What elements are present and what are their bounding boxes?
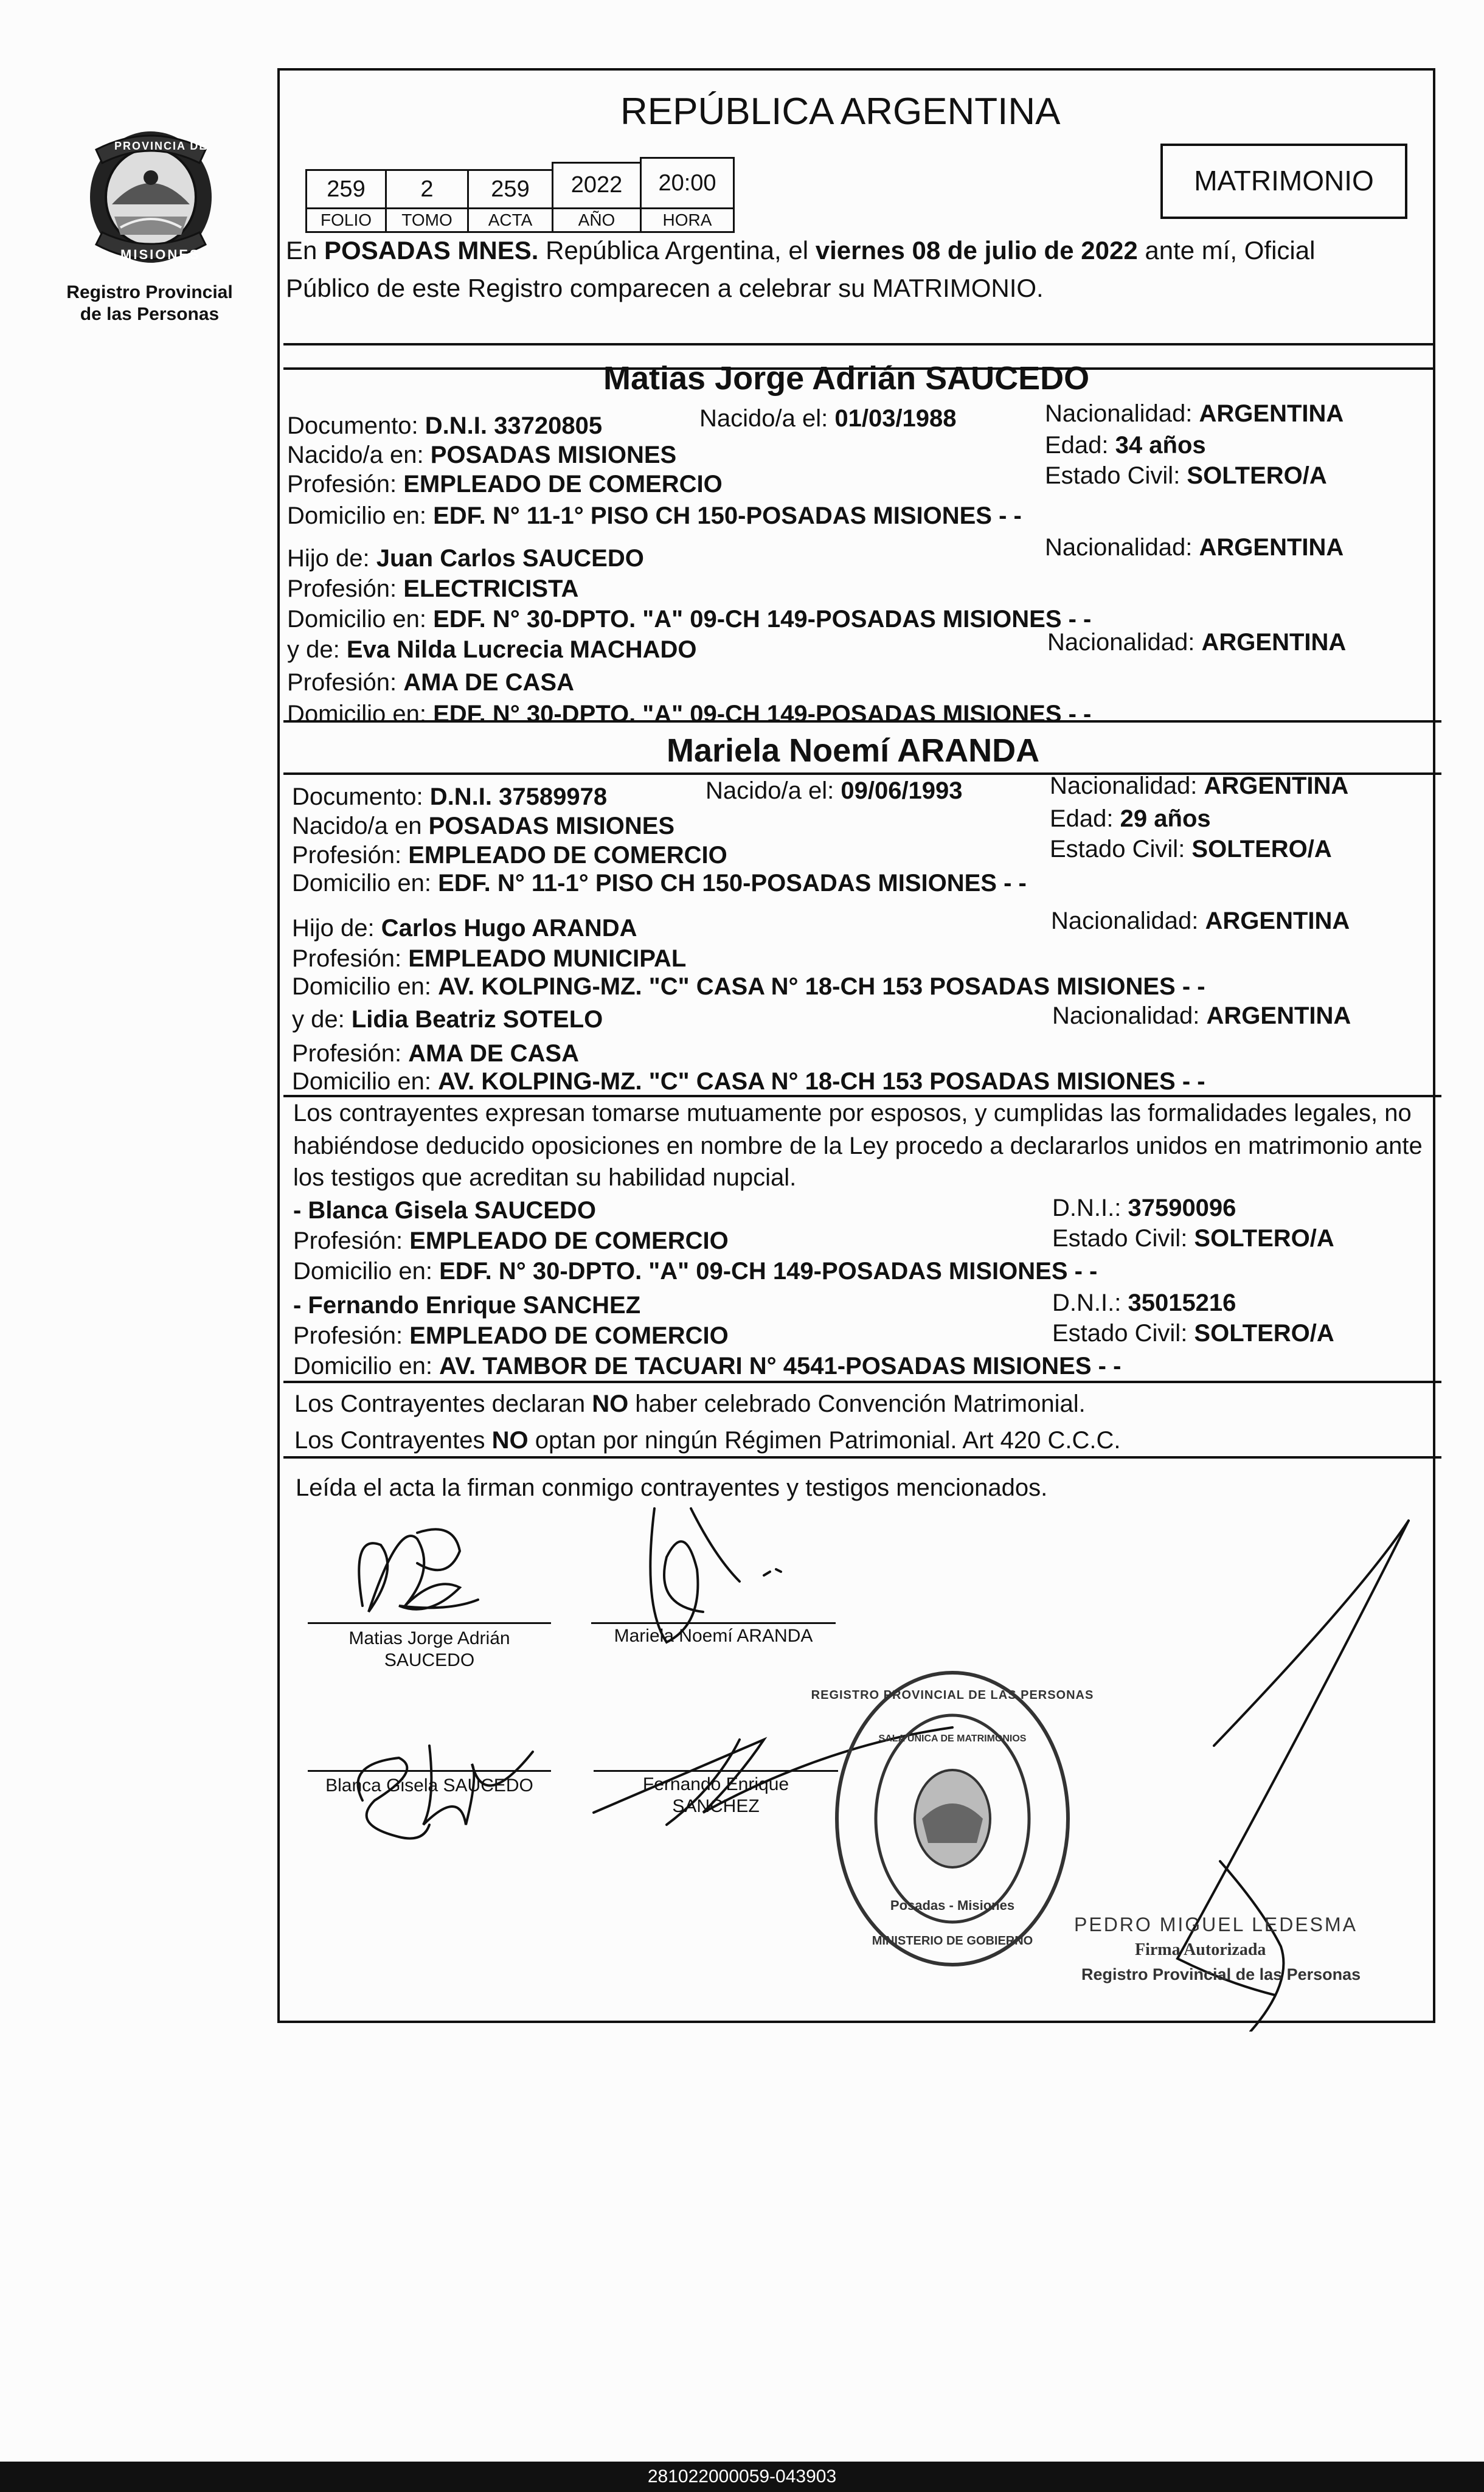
bride-father bbox=[292, 914, 637, 943]
folio-label: FOLIO bbox=[305, 207, 387, 233]
value: SOLTERO/A bbox=[1191, 836, 1332, 862]
value: SOLTERO/A bbox=[1187, 462, 1327, 489]
label: Estado Civil: bbox=[1045, 462, 1187, 489]
seal-bottom-text: MINISTERIO DE GOBIERNO bbox=[872, 1934, 1033, 1948]
value: EDF. N° 30-DPTO. "A" 09-CH 149-POSADAS MISIONES - - bbox=[433, 606, 1092, 633]
groom-born bbox=[699, 404, 957, 433]
value: ARGENTINA bbox=[1199, 534, 1344, 561]
label: Domicilio en: bbox=[293, 1353, 440, 1380]
label: Estado Civil: bbox=[1052, 1320, 1194, 1347]
logo-text-top: PROVINCIA DE bbox=[114, 140, 208, 152]
bride-signature-line bbox=[591, 1622, 836, 1624]
bride-father-profession bbox=[292, 944, 686, 973]
anio-value: 2022 bbox=[552, 162, 642, 209]
hora-label: HORA bbox=[640, 207, 735, 233]
witness-1-name: - Blanca Gisela SAUCEDO bbox=[293, 1197, 596, 1224]
registry-caption-2: de las Personas bbox=[80, 304, 220, 324]
value: EDF. N° 11-1° PISO CH 150-POSADAS MISIONES - - bbox=[433, 502, 1022, 529]
bride-profession bbox=[292, 841, 727, 870]
bride-signature-name: Mariela Noemí ARANDA bbox=[614, 1626, 813, 1646]
value: EMPLEADO DE COMERCIO bbox=[403, 471, 723, 498]
value: Juan Carlos SAUCEDO bbox=[376, 545, 644, 572]
witness-1-profession bbox=[293, 1226, 729, 1255]
groom-doc bbox=[287, 411, 602, 440]
groom-father-address bbox=[287, 605, 1091, 634]
value: POSADAS MISIONES bbox=[428, 813, 675, 839]
bride-address bbox=[292, 869, 1027, 898]
groom-name: Matias Jorge Adrián SAUCEDO bbox=[603, 360, 1090, 397]
document-id-footer: 281022000059-043903 bbox=[0, 2462, 1484, 2492]
witness-2-signature-name-1: Fernando Enrique bbox=[642, 1774, 789, 1794]
value: 29 años bbox=[1120, 805, 1211, 832]
label: Edad: bbox=[1045, 432, 1115, 459]
witness-2-dni bbox=[1052, 1288, 1236, 1317]
label: Domicilio en: bbox=[292, 973, 439, 1000]
groom-nationality bbox=[1045, 399, 1344, 428]
label: Profesión: bbox=[292, 1040, 409, 1067]
bride-mother bbox=[292, 1005, 603, 1034]
groom-birthdate: 01/03/1988 bbox=[834, 405, 957, 432]
bride-mother-nationality bbox=[1052, 1001, 1351, 1030]
label: Nacionalidad: bbox=[1050, 772, 1204, 799]
value: Carlos Hugo ARANDA bbox=[381, 915, 637, 942]
bride-age bbox=[1050, 804, 1211, 833]
groom-signature-line bbox=[308, 1622, 551, 1624]
tomo-label: TOMO bbox=[385, 207, 469, 233]
declaration-line-1: Los contrayentes expresan tomarse mutuamente por esposos, y cumplidas las formalidades legales, no bbox=[293, 1100, 1412, 1126]
logo-text-bottom: MISIONES bbox=[120, 247, 201, 262]
value: EMPLEADO MUNICIPAL bbox=[408, 945, 687, 972]
doc-type-label: MATRIMONIO bbox=[1194, 165, 1374, 196]
divider bbox=[283, 720, 1441, 723]
intro-date: viernes 08 de julio de 2022 bbox=[815, 236, 1138, 265]
label: Domicilio en: bbox=[292, 870, 439, 897]
text: haber celebrado Convención Matrimonial. bbox=[628, 1390, 1086, 1417]
witness-2-name: - Fernando Enrique SANCHEZ bbox=[293, 1292, 641, 1319]
groom-signature-name-2: SAUCEDO bbox=[384, 1650, 475, 1670]
witness-2-profession bbox=[293, 1321, 729, 1350]
value: 37590096 bbox=[1128, 1195, 1236, 1221]
label: Nacionalidad: bbox=[1051, 908, 1205, 934]
label: Domicilio en: bbox=[292, 1068, 439, 1095]
label: Nacido/a en: bbox=[287, 442, 431, 468]
label: Profesión: bbox=[293, 1227, 410, 1254]
value: AV. TAMBOR DE TACUARI N° 4541-POSADAS MISIONES - - bbox=[439, 1353, 1122, 1380]
bride-birthplace bbox=[292, 811, 674, 841]
groom-father-profession bbox=[287, 574, 578, 603]
intro-text-e: ante mí, Oficial bbox=[1137, 236, 1316, 265]
divider bbox=[283, 1095, 1441, 1097]
conventions-line-2 bbox=[294, 1426, 1121, 1455]
value: ARGENTINA bbox=[1204, 772, 1349, 799]
value: AMA DE CASA bbox=[403, 669, 574, 696]
bride-dni: D.N.I. 37589978 bbox=[429, 783, 608, 810]
label: D.N.I.: bbox=[1052, 1195, 1128, 1221]
divider bbox=[283, 343, 1435, 345]
label: Estado Civil: bbox=[1050, 836, 1192, 862]
label: Nacionalidad: bbox=[1045, 534, 1199, 561]
intro-line-2: Público de este Registro comparecen a celebrar su MATRIMONIO. bbox=[286, 274, 1044, 302]
emphasis: NO bbox=[491, 1427, 529, 1454]
value: SOLTERO/A bbox=[1194, 1225, 1334, 1252]
groom-mother-address bbox=[287, 699, 1091, 729]
declaration-line-3: los testigos que acreditan su habilidad nupcial. bbox=[293, 1164, 797, 1191]
witness-2-signature-line bbox=[594, 1770, 838, 1772]
declaration-line-2: habiéndose deducido oposiciones en nombre de la Ley procedo a declararlos unidos en matrimonio ante bbox=[293, 1133, 1423, 1159]
registry-seal bbox=[811, 1667, 1094, 1971]
intro-city: POSADAS MNES. bbox=[324, 236, 539, 265]
value: 35015216 bbox=[1128, 1289, 1236, 1316]
value: ARGENTINA bbox=[1201, 629, 1347, 656]
intro-text-c: República Argentina, el bbox=[538, 236, 816, 265]
groom-mother-nationality bbox=[1047, 628, 1346, 657]
witness-2-signature-name-2: SANCHEZ bbox=[672, 1796, 760, 1816]
label: Nacionalidad: bbox=[1047, 629, 1202, 656]
witness-1-address bbox=[293, 1257, 1097, 1286]
value: ARGENTINA bbox=[1205, 908, 1350, 934]
witness-1-signature-name: Blanca Gisela SAUCEDO bbox=[325, 1775, 533, 1796]
label: Nacionalidad: bbox=[1045, 400, 1199, 427]
value: Lidia Beatriz SOTELO bbox=[351, 1006, 603, 1033]
bride-father-nationality bbox=[1051, 906, 1350, 935]
seal-inner-text: SALA ÚNICA DE MATRIMONIOS bbox=[878, 1734, 1027, 1744]
label: Profesión: bbox=[287, 471, 404, 498]
witness-1-dni bbox=[1052, 1193, 1236, 1223]
witness-1-signature-line bbox=[308, 1770, 551, 1772]
bride-nationality bbox=[1050, 771, 1348, 800]
groom-father-nationality bbox=[1045, 533, 1344, 562]
groom-civil-status bbox=[1045, 461, 1327, 490]
value: ARGENTINA bbox=[1206, 1002, 1351, 1029]
label: Domicilio en: bbox=[287, 502, 434, 529]
doc-type-box bbox=[1160, 144, 1407, 219]
label: D.N.I.: bbox=[1052, 1289, 1128, 1316]
label: y de: bbox=[292, 1006, 352, 1033]
label: Documento: bbox=[292, 783, 430, 810]
folio-value: 259 bbox=[305, 169, 387, 209]
text: optan por ningún Régimen Patrimonial. Art 420 C.C.C. bbox=[528, 1427, 1121, 1454]
text: Los Contrayentes declaran bbox=[294, 1390, 592, 1417]
groom-profession bbox=[287, 470, 723, 499]
seal-outer-text: REGISTRO PROVINCIAL DE LAS PERSONAS bbox=[811, 1689, 1094, 1702]
label: Profesión: bbox=[292, 945, 409, 972]
value: ARGENTINA bbox=[1199, 400, 1344, 427]
label: Profesión: bbox=[293, 1322, 410, 1349]
label: Domicilio en: bbox=[287, 606, 434, 633]
seal-city-text: Posadas - Misiones bbox=[890, 1898, 1015, 1913]
label: y de: bbox=[287, 636, 347, 663]
anio-label: AÑO bbox=[552, 207, 642, 233]
bride-doc bbox=[292, 782, 607, 811]
label: Domicilio en: bbox=[293, 1258, 440, 1285]
witness-2-address bbox=[293, 1352, 1121, 1381]
value: SOLTERO/A bbox=[1194, 1320, 1334, 1347]
groom-mother bbox=[287, 635, 697, 664]
hora-value: 20:00 bbox=[640, 157, 735, 209]
bride-mother-profession bbox=[292, 1039, 579, 1068]
groom-signature-name-1: Matias Jorge Adrián bbox=[348, 1628, 510, 1648]
value: EMPLEADO DE COMERCIO bbox=[409, 1322, 729, 1349]
label: Nacido/a en bbox=[292, 813, 429, 839]
province-logo bbox=[78, 125, 224, 277]
label: Estado Civil: bbox=[1052, 1225, 1194, 1252]
label: Nacionalidad: bbox=[1052, 1002, 1207, 1029]
value: POSADAS MISIONES bbox=[430, 442, 677, 468]
label: Profesión: bbox=[292, 842, 409, 869]
conventions-line-1 bbox=[294, 1389, 1086, 1418]
value: AMA DE CASA bbox=[408, 1040, 579, 1067]
label: Domicilio en: bbox=[287, 701, 434, 727]
intro-text-a: En bbox=[286, 236, 325, 265]
value: ELECTRICISTA bbox=[403, 575, 579, 602]
value: AV. KOLPING-MZ. "C" CASA N° 18-CH 153 POSADAS MISIONES - - bbox=[438, 973, 1205, 1000]
acta-value: 259 bbox=[467, 169, 553, 209]
label: Profesión: bbox=[287, 669, 404, 696]
officer-org: Registro Provincial de las Personas bbox=[1081, 1965, 1361, 1984]
divider bbox=[283, 1456, 1441, 1459]
groom-birthplace bbox=[287, 440, 676, 470]
label: Nacido/a el: bbox=[706, 777, 841, 804]
officer-title: Firma Autorizada bbox=[1135, 1940, 1266, 1959]
label: Hijo de: bbox=[292, 915, 381, 942]
tomo-value: 2 bbox=[385, 169, 469, 209]
label: Profesión: bbox=[287, 575, 404, 602]
witness-1-civil-status bbox=[1052, 1224, 1334, 1253]
text: Los Contrayentes bbox=[294, 1427, 492, 1454]
label: Edad: bbox=[1050, 805, 1120, 832]
value: EMPLEADO DE COMERCIO bbox=[408, 842, 727, 869]
groom-father bbox=[287, 544, 644, 573]
label: Hijo de: bbox=[287, 545, 376, 572]
intro-line-1 bbox=[286, 235, 1315, 266]
witness-2-civil-status bbox=[1052, 1319, 1334, 1348]
emphasis: NO bbox=[592, 1390, 629, 1417]
value: AV. KOLPING-MZ. "C" CASA N° 18-CH 153 POSADAS MISIONES - - bbox=[438, 1068, 1205, 1095]
value: EMPLEADO DE COMERCIO bbox=[409, 1227, 729, 1254]
bride-civil-status bbox=[1050, 835, 1332, 864]
value: 34 años bbox=[1115, 432, 1206, 459]
groom-age bbox=[1045, 431, 1206, 460]
bride-birthdate: 09/06/1993 bbox=[841, 777, 963, 804]
bride-father-address bbox=[292, 972, 1205, 1001]
acta-label: ACTA bbox=[467, 207, 553, 233]
groom-mother-profession bbox=[287, 668, 574, 697]
closing-text: Leída el acta la firman conmigo contrayentes y testigos mencionados. bbox=[296, 1474, 1048, 1501]
divider bbox=[283, 1381, 1441, 1383]
value: EDF. N° 30-DPTO. "A" 09-CH 149-POSADAS MISIONES - - bbox=[439, 1258, 1098, 1285]
country-title: REPÚBLICA ARGENTINA bbox=[620, 91, 1061, 133]
value: Eva Nilda Lucrecia MACHADO bbox=[346, 636, 697, 663]
bride-name: Mariela Noemí ARANDA bbox=[667, 732, 1040, 769]
label: Documento: bbox=[287, 412, 425, 439]
groom-address bbox=[287, 501, 1022, 530]
bride-mother-address bbox=[292, 1067, 1205, 1096]
registry-caption-1: Registro Provincial bbox=[66, 282, 233, 302]
value: EDF. N° 30-DPTO. "A" 09-CH 149-POSADAS MISIONES - - bbox=[433, 701, 1092, 727]
bride-born bbox=[706, 776, 963, 805]
label: Nacido/a el: bbox=[699, 405, 835, 432]
value: EDF. N° 11-1° PISO CH 150-POSADAS MISIONES - - bbox=[438, 870, 1027, 897]
groom-dni: D.N.I. 33720805 bbox=[425, 412, 603, 439]
officer-name: PEDRO MIGUEL LEDESMA bbox=[1074, 1914, 1358, 1935]
